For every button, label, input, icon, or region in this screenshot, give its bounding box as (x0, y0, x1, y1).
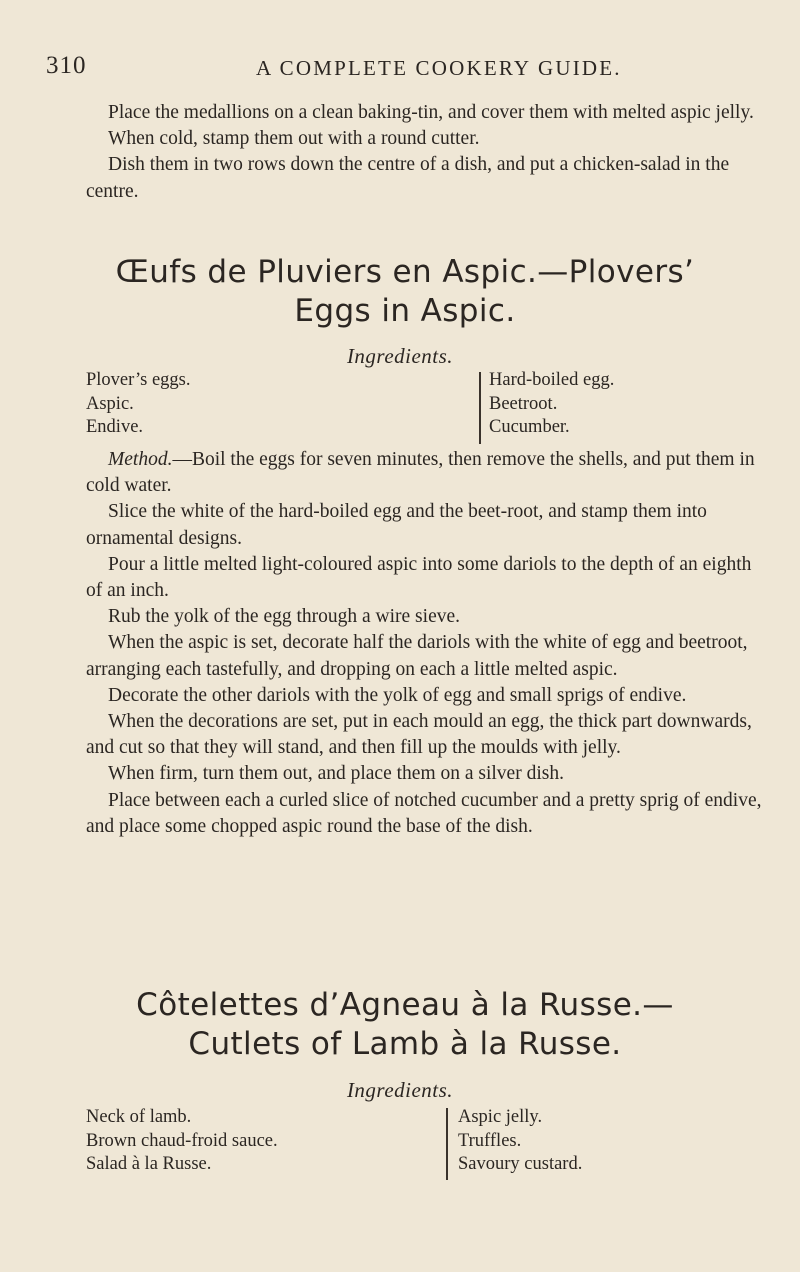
method-paragraph: Decorate the other dariols with the yolk of egg and small sprigs of endive. (108, 684, 687, 706)
ingredient-item: Brown chaud-froid sauce. (86, 1130, 278, 1151)
ingredient-item: Endive. (86, 417, 144, 437)
recipe1-title-line2: Eggs in Aspic. (294, 293, 516, 329)
method-paragraph: Rub the yolk of the egg through a wire sieve. (108, 606, 460, 628)
page-number: 310 (46, 52, 87, 79)
ingredient-item: Beetroot. (489, 393, 558, 414)
recipe2-heading (60, 986, 750, 1064)
ingredient-item: Hard-boiled egg. (489, 370, 615, 390)
recipe2-ingredients-left (86, 1106, 278, 1177)
ingredient-item: Plover’s eggs. (86, 370, 191, 390)
method-paragraph: When the aspic is set, decorate half the dariols with the white of egg and beetroot, arranging each tastefully, and dropping on each a little melted aspic. (86, 632, 748, 680)
ingredient-item: Savoury custard. (458, 1154, 583, 1174)
recipe2-ingredients-label: Ingredients. (346, 1078, 454, 1102)
recipe1-title-line1: Œufs de Pluviers en Aspic.—Plovers’ (115, 254, 695, 290)
ingredients-divider (479, 372, 481, 444)
ingredient-item: Salad à la Russe. (86, 1154, 212, 1174)
recipe1-heading (60, 253, 750, 331)
recipe2-title-line2: Cutlets of Lamb à la Russe. (188, 1026, 622, 1062)
intro-text (86, 100, 762, 205)
intro-paragraph: When cold, stamp them out with a round cutter. (108, 128, 480, 150)
method-first-text: —Boil the eggs for seven minutes, then remove the shells, and put them in cold water. (86, 449, 755, 497)
method-paragraph: When the decorations are set, put in each mould an egg, the thick part downwards, and cut so that they will stand, and then fill up the moulds with jelly. (86, 711, 752, 759)
ingredients-divider (446, 1108, 448, 1180)
method-paragraph: Pour a little melted light-coloured aspic into some dariols to the depth of an eighth of an inch. (86, 553, 752, 602)
ingredient-item: Cucumber. (489, 417, 570, 437)
recipe2-title-line1: Côtelettes d’Agneau à la Russe.— (136, 987, 674, 1023)
intro-paragraph: Place the medallions on a clean baking-tin, and cover them with melted aspic jelly. (108, 102, 754, 123)
method-paragraph: Place between each a curled slice of notched cucumber and a pretty sprig of endive, and place some chopped aspic round the base of the dish. (86, 789, 762, 837)
recipe2-ingredients-right (458, 1106, 582, 1177)
ingredient-item: Aspic. (86, 393, 134, 414)
ingredient-item: Neck of lamb. (86, 1107, 192, 1127)
ingredient-item: Aspic jelly. (458, 1107, 543, 1127)
intro-paragraph: Dish them in two rows down the centre of a dish, and put a chicken-salad in the centre. (86, 154, 730, 202)
method-paragraph: When firm, turn them out, and place them on a silver dish. (108, 763, 564, 785)
method-paragraph: Slice the white of the hard-boiled egg and the beet-root, and stamp them into ornamental designs. (86, 501, 707, 549)
recipe1-method (86, 447, 762, 840)
book-title: A COMPLETE COOKERY GUIDE. (256, 56, 622, 80)
method-label: Method. (108, 449, 173, 470)
ingredient-item: Truffles. (458, 1130, 522, 1151)
running-head (46, 52, 740, 82)
recipe1-ingredients-left (86, 369, 191, 440)
method-paragraph (86, 447, 762, 499)
recipe1-ingredients-right (489, 369, 614, 440)
recipe1-ingredients-label: Ingredients. (346, 344, 454, 368)
